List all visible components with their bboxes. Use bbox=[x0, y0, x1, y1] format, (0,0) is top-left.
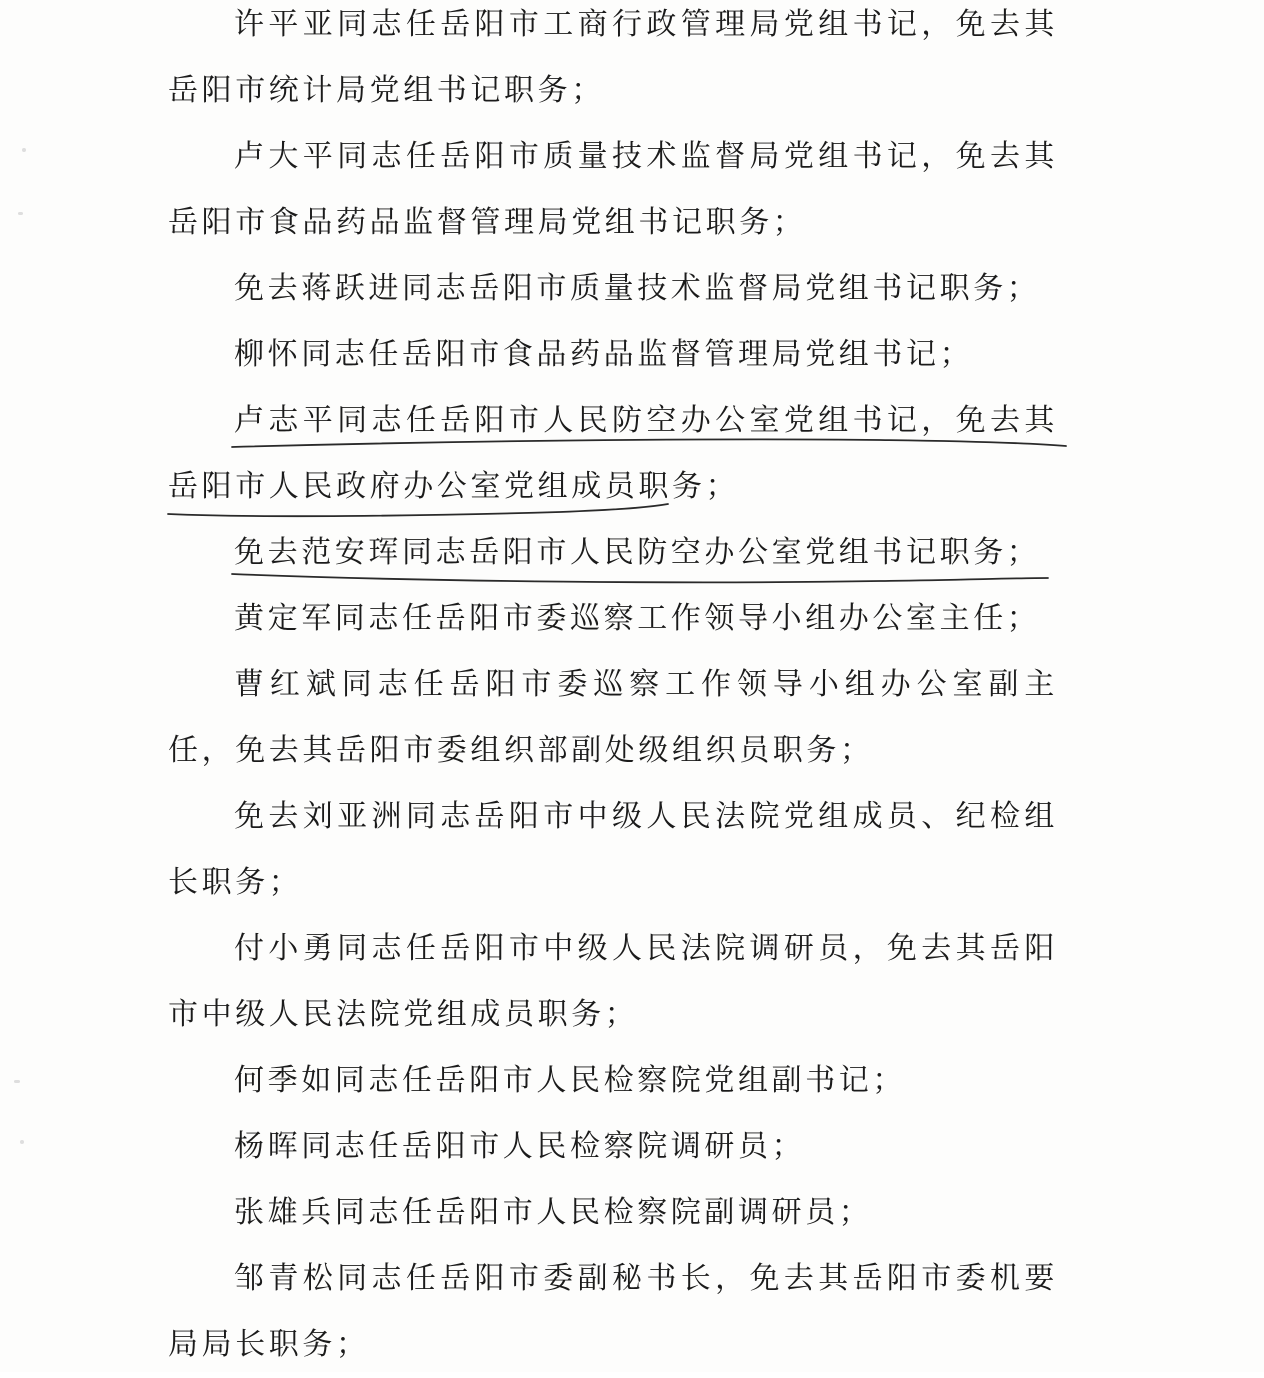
paragraph: 何季如同志任岳阳市人民检察院党组副书记； bbox=[234, 1063, 906, 1098]
paragraph: 黄定军同志任岳阳市委巡察工作领导小组办公室主任； bbox=[234, 601, 1041, 636]
scan-speck bbox=[22, 148, 26, 152]
paragraph: 免去蒋跃进同志岳阳市质量技术监督局党组书记职务； bbox=[234, 271, 1041, 306]
scan-speck bbox=[14, 1080, 20, 1083]
paragraph: 张雄兵同志任岳阳市人民检察院副调研员； bbox=[234, 1195, 873, 1230]
scan-speck bbox=[18, 212, 23, 215]
paragraph: 许平亚同志任岳阳市工商行政管理局党组书记，免去其岳阳市统计局党组书记职务； bbox=[168, 7, 1058, 108]
paragraph: 卢大平同志任岳阳市质量技术监督局党组书记，免去其岳阳市食品药品监督管理局党组书记职务； bbox=[168, 139, 1058, 240]
paragraph: 免去刘亚洲同志岳阳市中级人民法院党组成员、纪检组长职务； bbox=[168, 799, 1058, 900]
paragraph: 免去范安珲同志岳阳市人民防空办公室党组书记职务； bbox=[234, 535, 1041, 570]
paragraph: 卢志平同志任岳阳市人民防空办公室党组书记，免去其岳阳市人民政府办公室党组成员职务； bbox=[168, 403, 1058, 504]
paragraph: 邹青松同志任岳阳市委副秘书长，免去其岳阳市委机要局局长职务； bbox=[168, 1261, 1058, 1362]
paragraph: 曹红斌同志任岳阳市委巡察工作领导小组办公室副主任，免去其岳阳市委组织部副处级组织员职务； bbox=[168, 667, 1058, 768]
paragraph: 杨晖同志任岳阳市人民检察院调研员； bbox=[234, 1129, 806, 1164]
paragraph: 柳怀同志任岳阳市食品药品监督管理局党组书记； bbox=[234, 337, 974, 372]
scan-speck bbox=[20, 1140, 24, 1144]
paragraph: 付小勇同志任岳阳市中级人民法院调研员，免去其岳阳市中级人民法院党组成员职务； bbox=[168, 931, 1058, 1032]
